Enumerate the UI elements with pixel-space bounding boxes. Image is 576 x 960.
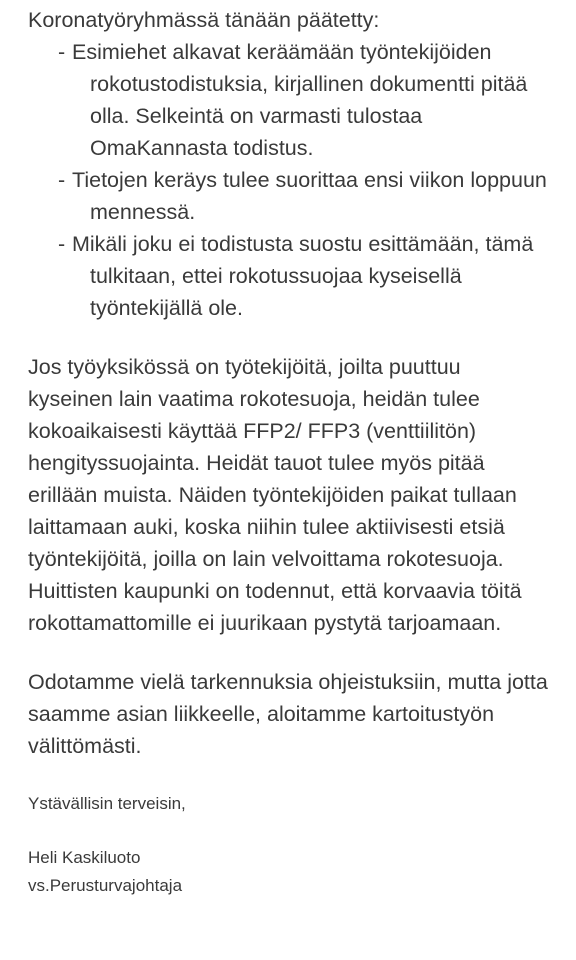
closing-greeting: Ystävällisin terveisin, — [28, 794, 186, 813]
signature-title: vs.Perusturvajohtaja — [28, 876, 183, 895]
decision-list — [28, 36, 568, 324]
paragraph-line: kyseinen lain vaatima rokotesuoja, heidän tulee — [28, 387, 480, 411]
list-dash: - — [58, 168, 66, 192]
list-dash: - — [58, 232, 66, 256]
paragraph-line: laittamaan auki, koska niihin tulee aktiivisesti etsiä — [28, 515, 505, 539]
paragraph-line: hengityssuojainta. Heidät tauot tulee myös pitää — [28, 451, 485, 475]
paragraph-line: välittömästi. — [28, 734, 142, 758]
paragraph-line: työntekijöitä, joilla on lain velvoittama rokotesuoja. — [28, 547, 504, 571]
paragraph-next-steps — [28, 666, 568, 762]
decision-item-2-line-1: Tietojen keräys tulee suorittaa ensi viikon loppuun — [72, 168, 547, 192]
paragraph-line: Jos työyksikössä on työtekijöitä, joilta puuttuu — [28, 355, 461, 379]
signature-block — [28, 844, 568, 900]
decision-item-1-line-4: OmaKannasta todistus. — [90, 136, 314, 160]
decision-item-2-line-2: mennessä. — [90, 200, 196, 224]
memo-document — [28, 0, 568, 900]
decision-item-3-line-1: Mikäli joku ei todistusta suostu esittämään, tämä — [72, 232, 534, 256]
paragraph-line: erillään muista. Näiden työntekijöiden paikat tullaan — [28, 483, 517, 507]
decision-item-2 — [28, 164, 568, 228]
paragraph-line: Odotamme vielä tarkennuksia ohjeistuksiin, mutta jotta — [28, 670, 548, 694]
decision-item-3-line-2: tulkitaan, ettei rokotussuojaa kyseisellä — [90, 264, 462, 288]
paragraph-line: Huittisten kaupunki on todennut, että korvaavia töitä — [28, 579, 522, 603]
paragraph-line: saamme asian liikkeelle, aloitamme kartoitustyön — [28, 702, 495, 726]
decision-item-1 — [28, 36, 568, 164]
signature-name: Heli Kaskiluoto — [28, 848, 141, 867]
decision-item-3 — [28, 228, 568, 324]
list-dash: - — [58, 40, 66, 64]
decision-item-1-line-3: olla. Selkeintä on varmasti tulostaa — [90, 104, 423, 128]
paragraph-unvaccinated — [28, 351, 568, 639]
decision-item-1-line-1: Esimiehet alkavat keräämään työntekijöiden — [72, 40, 492, 64]
memo-intro: Koronatyöryhmässä tänään päätetty: — [28, 8, 380, 32]
paragraph-line: kokoaikaisesti käyttää FFP2/ FFP3 (venttiilitön) — [28, 419, 477, 443]
decision-item-1-line-2: rokotustodistuksia, kirjallinen dokumentti pitää — [90, 72, 528, 96]
decision-item-3-line-3: työntekijällä ole. — [90, 296, 243, 320]
paragraph-line: rokottamattomille ei juurikaan pystytä tarjoamaan. — [28, 611, 502, 635]
